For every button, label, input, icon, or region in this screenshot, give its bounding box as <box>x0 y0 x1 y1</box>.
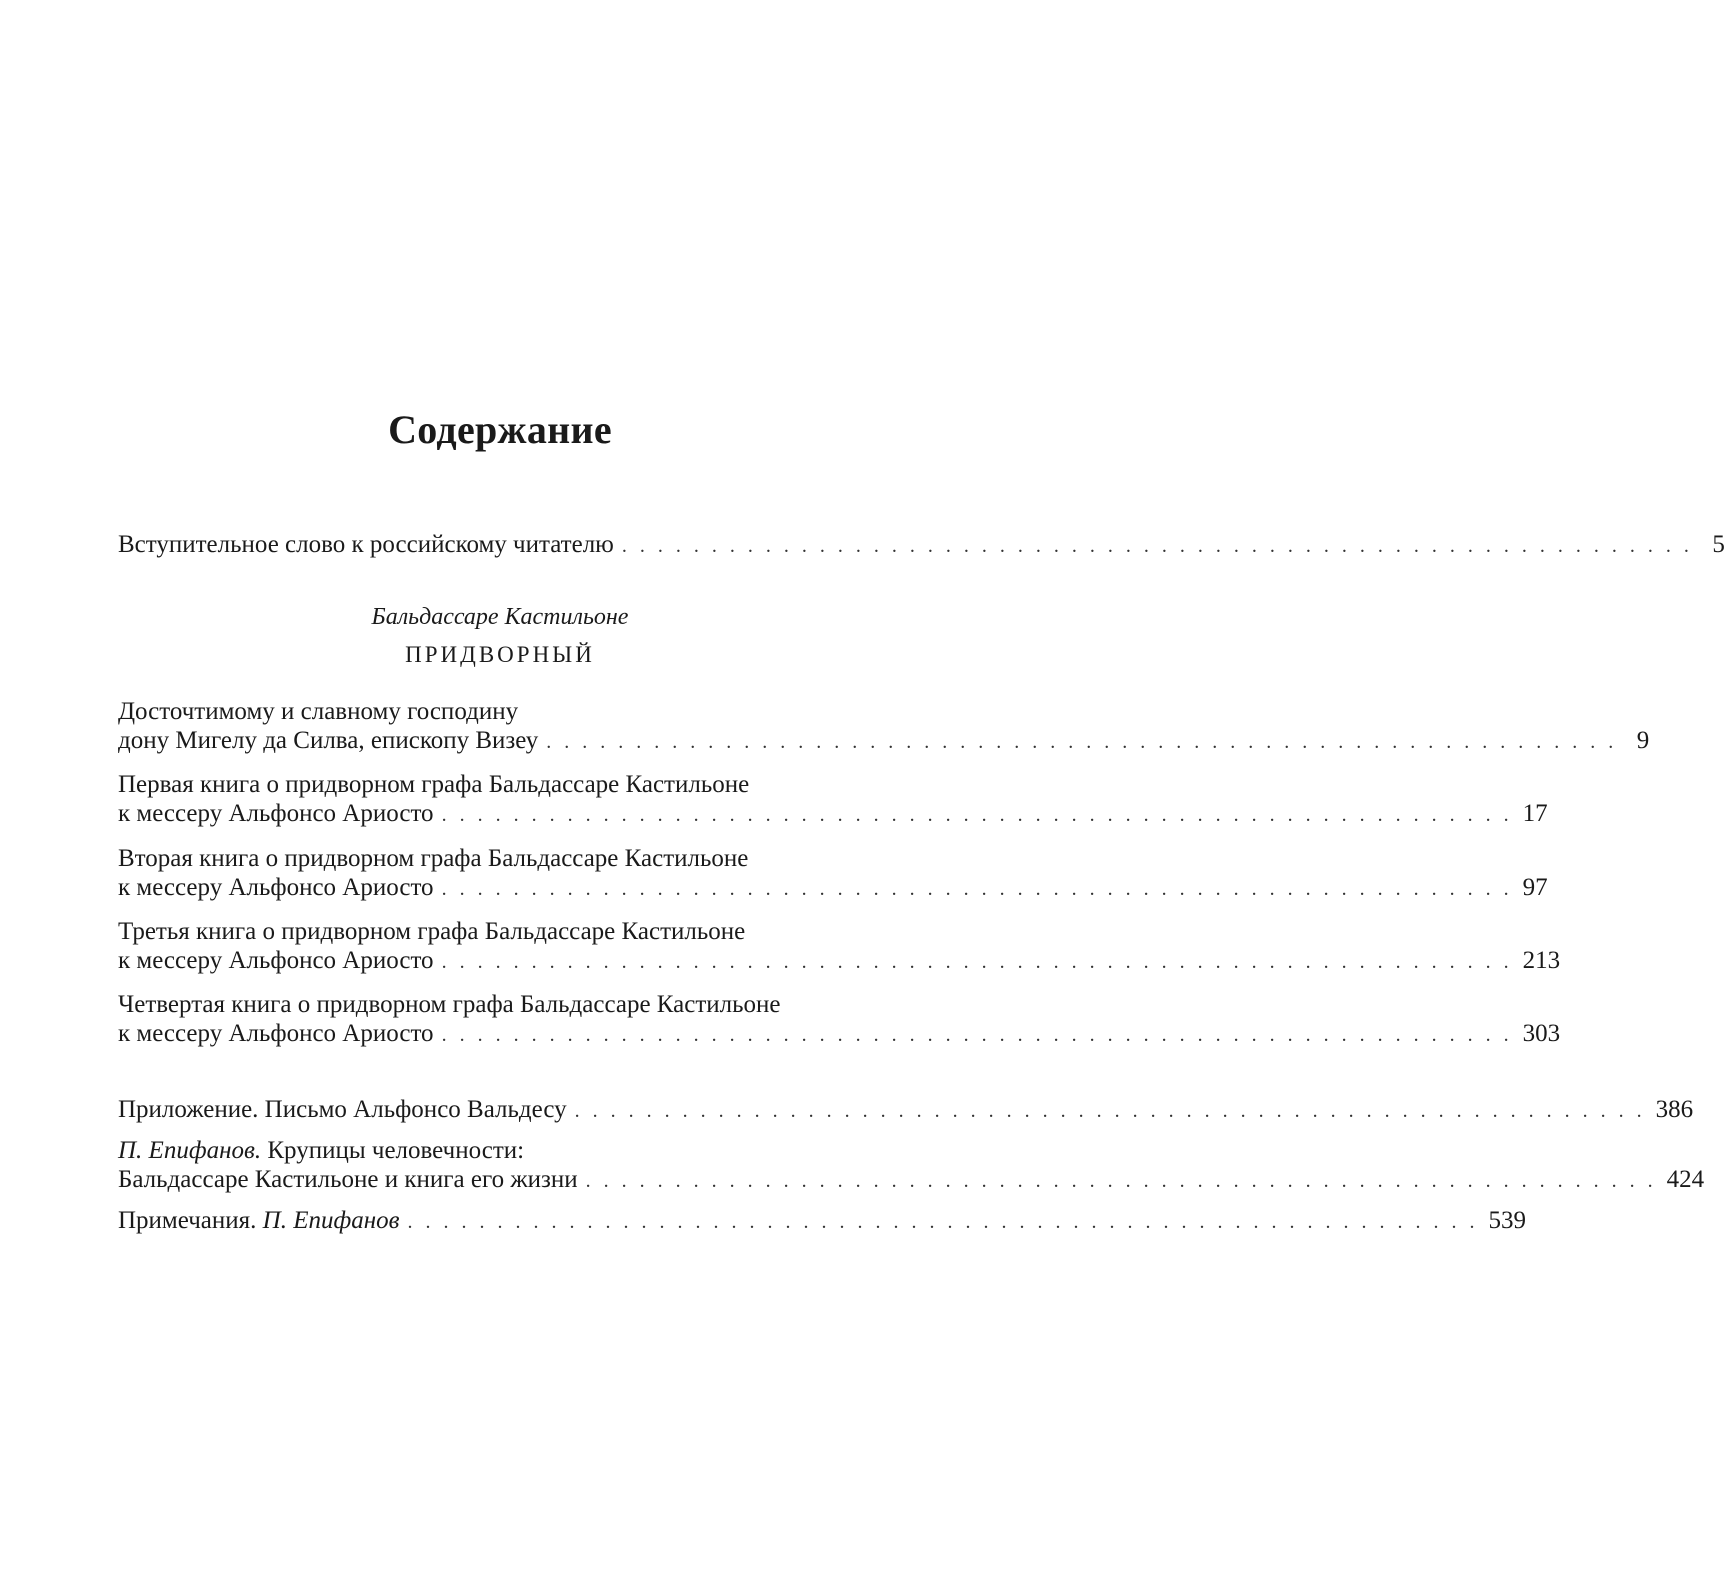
entry-title-line1: Вторая книга о придворном графа Бальдассаре Кастильоне <box>118 845 749 872</box>
page-number: 213 <box>1522 947 1561 974</box>
dot-leader: . . . . . . . . . . . . . . . . . . . . . . . . . . . . . . . . . . . . . . . . . . . . . . . . . . . . . . . . . . . . <box>441 804 1513 826</box>
page-number: 5 <box>1712 531 1725 558</box>
page-number: 9 <box>1636 727 1650 754</box>
page-number: 303 <box>1522 1020 1561 1047</box>
dot-leader: . . . . . . . . . . . . . . . . . . . . . . . . . . . . . . . . . . . . . . . . . . . . . . . . . . . . . . . . . . . . <box>621 535 1693 557</box>
section-author: Бальдассаре Кастильоне <box>371 604 629 630</box>
toc-entry-book-3[interactable] <box>118 917 1561 975</box>
essay-author: П. Епифанов. <box>118 1137 262 1164</box>
toc-entry-book-4[interactable] <box>118 990 1561 1048</box>
dot-leader: . . . . . . . . . . . . . . . . . . . . . . . . . . . . . . . . . . . . . . . . . . . . . . . . . . . . . . . . . . . . <box>441 878 1513 900</box>
entry-title-line1: Крупицы человечности: <box>267 1137 525 1164</box>
toc-entry-notes[interactable] <box>118 1206 1526 1235</box>
page-number: 424 <box>1666 1166 1705 1193</box>
section-work-title: ПРИДВОРНЫЙ <box>405 642 595 667</box>
dot-leader: . . . . . . . . . . . . . . . . . . . . . . . . . . . . . . . . . . . . . . . . . . . . . . . . . . . . . . . . . . . . <box>546 731 1618 753</box>
dot-leader: . . . . . . . . . . . . . . . . . . . . . . . . . . . . . . . . . . . . . . . . . . . . . . . . . . . . . . . . . . . . <box>441 951 1513 973</box>
entry-title-line2: к мессеру Альфонсо Ариосто <box>118 800 434 827</box>
entry-title-line2: к мессеру Альфонсо Ариосто <box>118 1020 434 1047</box>
entry-title-line2: к мессеру Альфонсо Ариосто <box>118 947 434 974</box>
entry-title-line1: Досточтимому и славному господину <box>118 698 519 725</box>
dot-leader: . . . . . . . . . . . . . . . . . . . . . . . . . . . . . . . . . . . . . . . . . . . . . . . . . . . . . . . . . . . . <box>585 1170 1657 1192</box>
page-number: 97 <box>1522 874 1548 901</box>
page-number: 386 <box>1655 1096 1694 1123</box>
toc-entry-book-1[interactable] <box>118 770 1548 828</box>
entry-title-line2: Бальдассаре Кастильоне и книга его жизни <box>118 1166 578 1193</box>
page-title: Содержание <box>388 407 612 452</box>
toc-entry-intro[interactable] <box>118 530 1725 559</box>
toc-entry-appendix[interactable] <box>118 1095 1694 1124</box>
dot-leader: . . . . . . . . . . . . . . . . . . . . . . . . . . . . . . . . . . . . . . . . . . . . . . . . . . . . . . . . . . . . <box>574 1100 1646 1122</box>
entry-title-line2: к мессеру Альфонсо Ариосто <box>118 874 434 901</box>
entry-title: Приложение. Письмо Альфонсо Вальдесу <box>118 1096 567 1123</box>
entry-title: Примечания. <box>118 1207 257 1234</box>
entry-title-line2: дону Мигелу да Силва, епископу Визеу <box>118 727 539 754</box>
dot-leader: . . . . . . . . . . . . . . . . . . . . . . . . . . . . . . . . . . . . . . . . . . . . . . . . . . . . . . . . . . . . <box>441 1024 1513 1046</box>
page-number: 539 <box>1488 1207 1526 1234</box>
notes-author: П. Епифанов <box>262 1207 400 1234</box>
entry-title-line1: Третья книга о придворном графа Бальдассаре Кастильоне <box>118 918 746 945</box>
entry-title-line1: Четвертая книга о придворном графа Бальдассаре Кастильоне <box>118 991 781 1018</box>
toc-entry-book-2[interactable] <box>118 844 1548 902</box>
page-number: 17 <box>1522 800 1548 827</box>
toc-entry-essay[interactable] <box>118 1136 1705 1194</box>
toc-entry-dedication[interactable] <box>118 697 1650 755</box>
dot-leader: . . . . . . . . . . . . . . . . . . . . . . . . . . . . . . . . . . . . . . . . . . . . . . . . . . . . . . . . . . . . <box>407 1211 1479 1233</box>
entry-title-line1: Первая книга о придворном графа Бальдассаре Кастильоне <box>118 771 750 798</box>
entry-title: Вступительное слово к российскому читателю <box>118 531 614 558</box>
